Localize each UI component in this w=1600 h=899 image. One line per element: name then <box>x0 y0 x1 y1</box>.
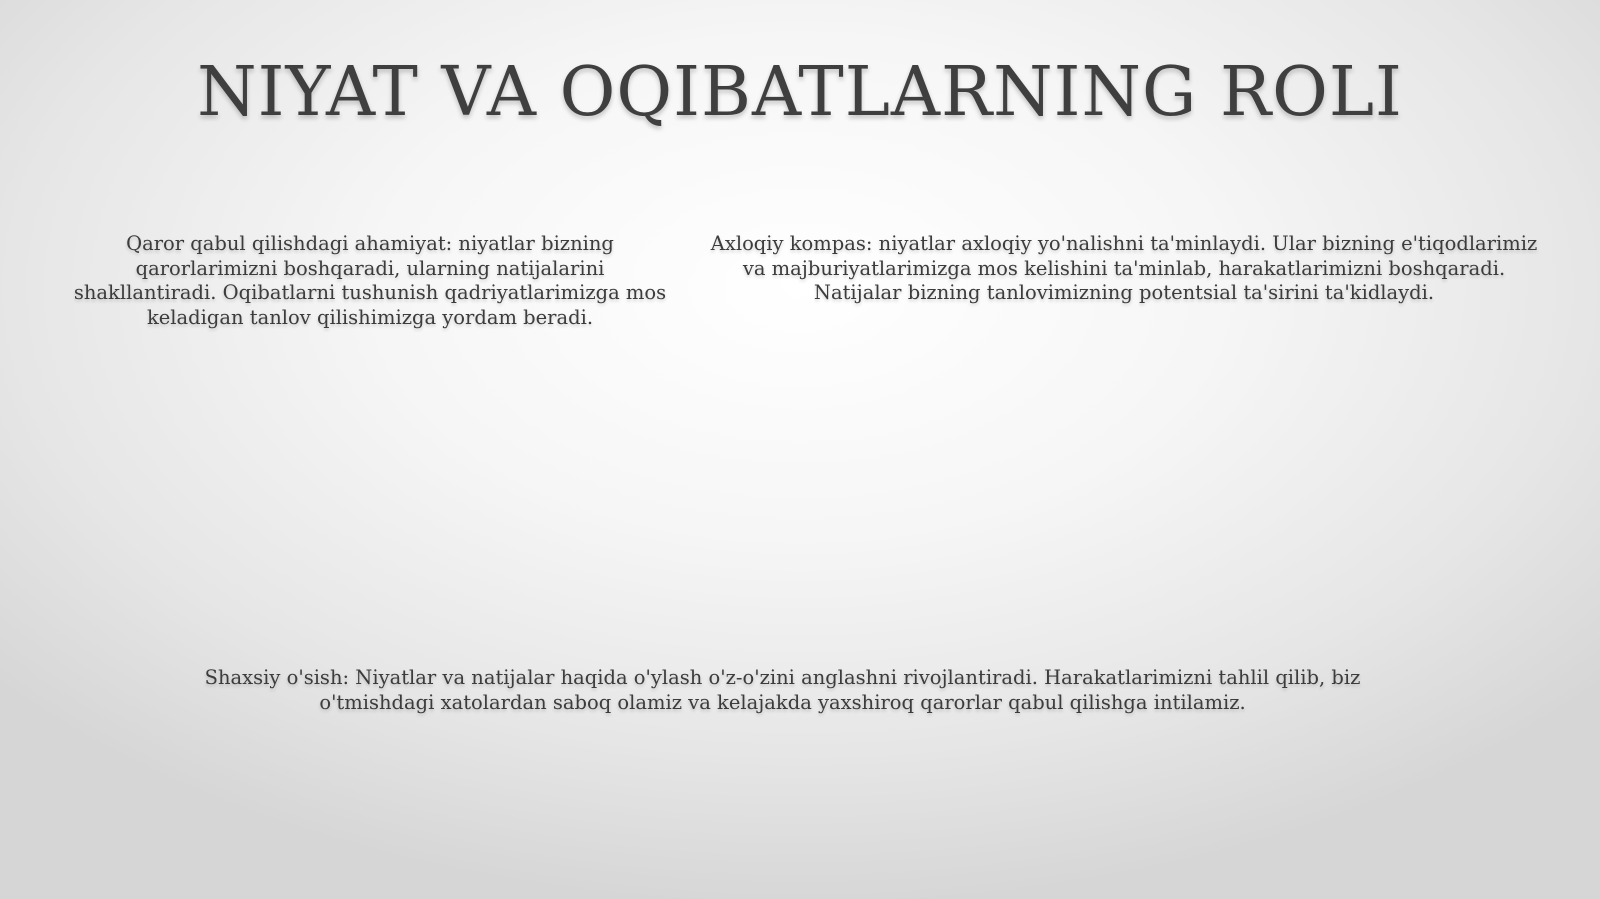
slide-title: NIYAT VA OQIBATLARNING ROLI <box>197 53 1403 132</box>
decision-making-text: Qaror qabul qilishdagi ahamiyat: niyatlar bizning qarorlarimizni boshqaradi, ularning natijalarini shakllantiradi. Oqibatlarni tushunish qadriyatlarimizga mos keladigan tanlov qilishimizga yordam beradi. <box>73 232 667 329</box>
personal-growth-text: Shaxsiy o'sish: Niyatlar va natijalar haqida o'ylash o'z-o'zini anglashni rivojlantiradi. Harakatlarimizni tahlil qilib, biz o'tmishdagi xatolardan saboq olamiz va kelajakda yaxshiroq qarorlar qabul qilishga intilamiz. <box>204 666 1361 714</box>
moral-compass-text: Axloqiy kompas: niyatlar axloqiy yo'nalishni ta'minlaydi. Ular bizning e'tiqodlarimiz va majburiyatlarimizga mos kelishini ta'minlab, harakatlarimizni boshqaradi. Natijalar bizning tanlovimizning potentsial ta'sirini ta'kidlaydi. <box>710 232 1538 304</box>
